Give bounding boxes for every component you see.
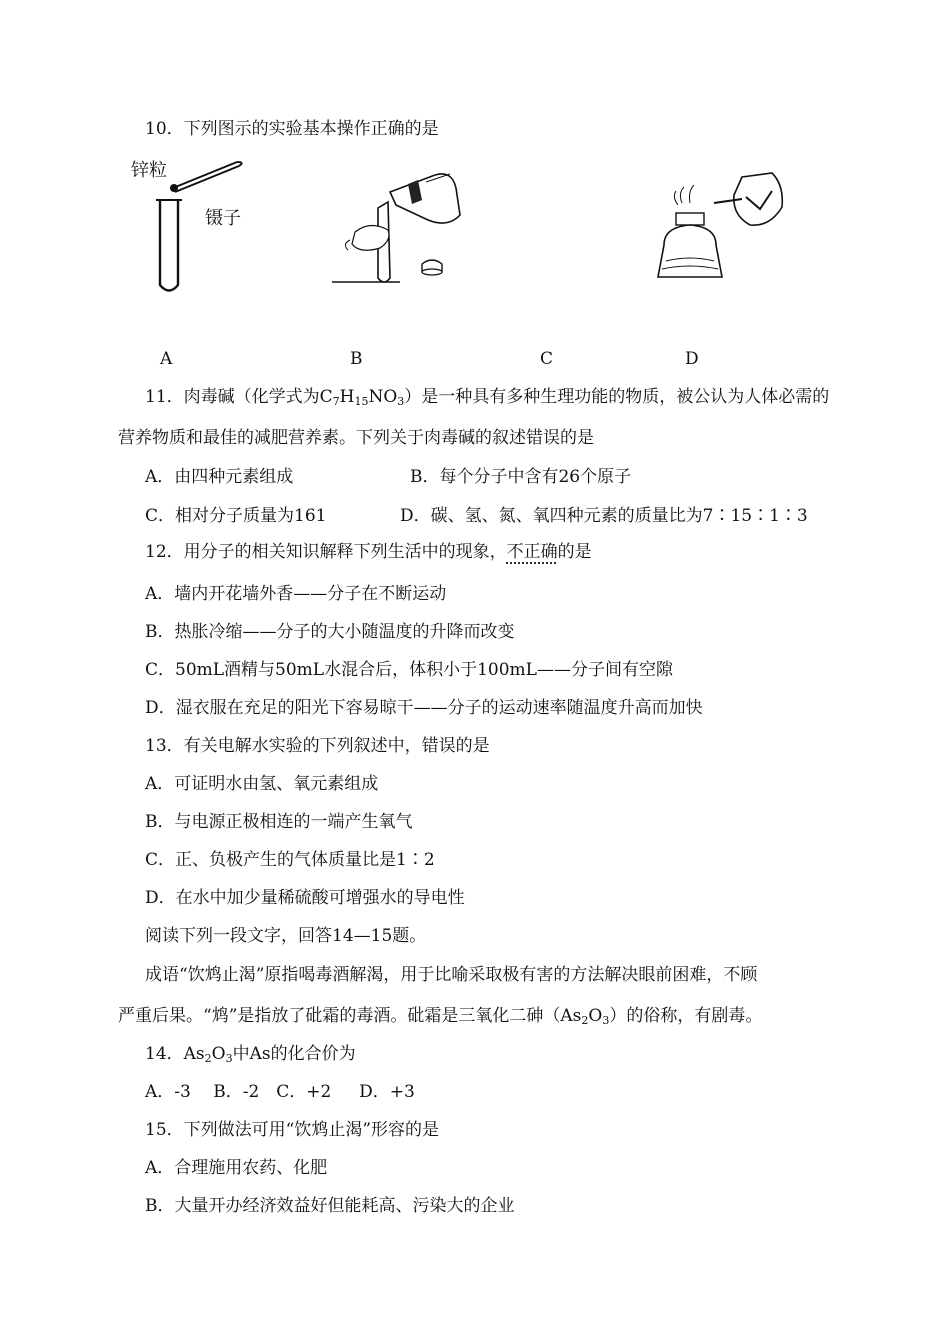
q12-option-c: C．50mL酒精与50mL水混合后，体积小于100mL——分子间有空隙 [145,660,673,680]
q15-option-b: B．大量开办经济效益好但能耗高、污染大的企业 [145,1196,515,1216]
q15-stem: 15．下列做法可用“饮鸩止渴”形容的是 [145,1120,440,1140]
pouring-liquid-icon [330,160,480,290]
figure-a-tweezers-label: 镊子 [205,208,241,229]
q13-option-d: D．在水中加少量稀硫酸可增强水的导电性 [145,888,465,908]
q14-options: A．-3 B．-2 C．+2 D．+3 [145,1082,415,1102]
q10-option-d: D [685,349,699,369]
q12-stem: 12．用分子的相关知识解释下列生活中的现象，不正确的是 [145,542,592,562]
q11-stem-line2: 营养物质和最佳的减肥营养素。下列关于肉毒碱的叙述错误的是 [118,428,594,448]
q12-emphasis: 不正确 [506,542,558,562]
figure-cd-alcohol-lamp [650,165,790,290]
q11-option-b: B．每个分子中含有26个原子 [410,467,632,487]
q13-stem: 13．有关电解水实验的下列叙述中，错误的是 [145,736,490,756]
q12-option-b: B．热胀冷缩——分子的大小随温度的升降而改变 [145,622,515,642]
figure-a-test-tube [125,150,265,300]
q10-option-a: A [160,349,173,369]
q11-option-a: A．由四种元素组成 [145,467,294,487]
reading-para1: 成语“饮鸩止渴”原指喝毒酒解渴，用于比喻采取极有害的方法解决眼前困难，不顾 [145,965,758,985]
reading-intro: 阅读下列一段文字，回答14—15题。 [145,926,427,946]
figure-a-zinc-label: 锌粒 [131,160,167,181]
q15-option-a: A．合理施用农药、化肥 [145,1158,328,1178]
q12-option-a: A．墙内开花墙外香——分子在不断运动 [145,584,447,604]
q11-option-c: C．相对分子质量为161 [145,506,327,526]
q11-stem: 11．肉毒碱（化学式为$C_7H_{15}NO_3$）是一种具有多种生理功能的物质，被公认为人体必需的 [145,387,830,408]
figure-b-pouring [330,160,480,290]
q10-option-c: C [540,349,554,369]
q13-option-c: C．正、负极产生的气体质量比是1∶2 [145,850,435,870]
q11-option-d: D．碳、氢、氮、氧四种元素的质量比为7∶15∶1∶3 [400,506,808,526]
q13-option-a: A．可证明水由氢、氧元素组成 [145,774,379,794]
q13-option-b: B．与电源正极相连的一端产生氧气 [145,812,413,832]
reading-para2: 严重后果。“鸩”是指放了砒霜的毒酒。砒霜是三氧化二砷$(As_2O_3)$的俗称，有剧毒。 [118,1006,763,1027]
q14-stem: 14．$As_2O_3$中As的化合价为 [145,1044,356,1065]
alcohol-lamp-icon [650,165,790,290]
q10-option-b: B [350,349,363,369]
test-tube-icon [125,150,265,300]
q12-option-d: D．湿衣服在充足的阳光下容易晾干——分子的运动速率随温度升高而加快 [145,698,703,718]
q10-stem: 10．下列图示的实验基本操作正确的是 [145,119,439,139]
